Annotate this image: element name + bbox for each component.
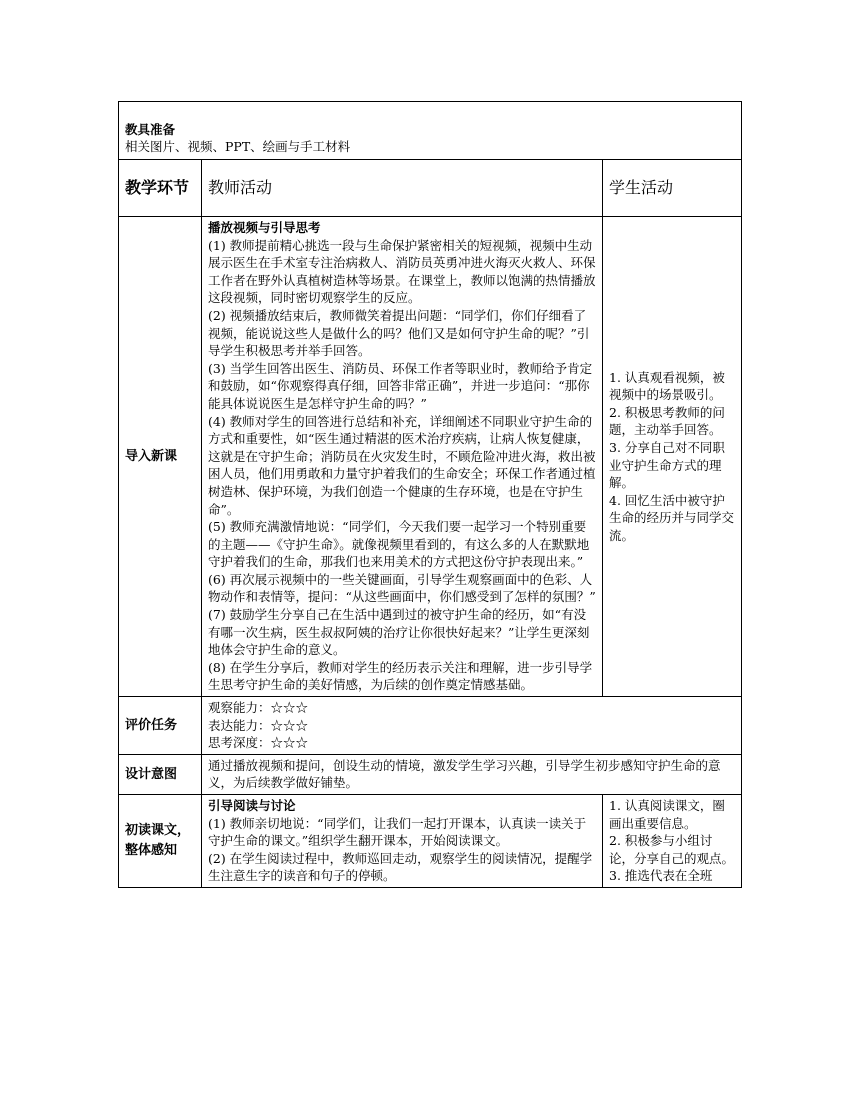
reading-paragraph: (1) 教师亲切地说：“同学们，让我们一起打开课本，认真读一读关于守护生命的课文。”组织学生翻开课本，开始阅读课文。 <box>208 815 587 849</box>
reading-student-item: 2. 积极参与小组讨论，分享自己的观点。 <box>609 833 735 866</box>
header-stage: 教学环节 <box>119 160 202 217</box>
header-teacher: 教师活动 <box>202 160 603 217</box>
design-content: 通过播放视频和提问，创设生动的情境，激发学生学习兴趣，引导学生初步感知守护生命的意义，为后续教学做好铺垫。 <box>202 754 742 794</box>
reading-student-cell <box>603 795 742 888</box>
design-row <box>119 754 742 794</box>
evaluation-stage: 评价任务 <box>119 697 202 755</box>
reading-student-item: 3. 推选代表在全班 <box>609 868 713 884</box>
reading-row <box>119 795 742 888</box>
intro-student-cell <box>603 217 742 697</box>
preparation-row <box>119 102 742 160</box>
intro-student-item: 3. 分享自己对不同职业守护生命方式的理解。 <box>609 439 725 491</box>
reading-teacher-cell <box>202 795 603 888</box>
design-stage: 设计意图 <box>119 754 202 794</box>
preparation-title: 教具准备 <box>125 121 176 137</box>
intro-paragraph: (8) 在学生分享后，教师对学生的经历表示关注和理解，进一步引导学生思考守护生命的美好情感，为后续的创作奠定情感基础。 <box>208 659 593 693</box>
intro-title: 播放视频与引导思考 <box>208 220 321 235</box>
intro-paragraph: (3) 当学生回答出医生、消防员、环保工作者等职业时，教师给予肯定和鼓励，如“你观察得真仔细，回答非常正确”，并进一步追问：“那你能具体说说医生是怎样守护生命的吗？” <box>208 360 593 411</box>
evaluation-row <box>119 697 742 755</box>
intro-teacher-cell <box>202 217 603 697</box>
intro-stage: 导入新课 <box>119 217 202 697</box>
evaluation-item: 思考深度：☆☆☆ <box>208 735 309 751</box>
header-row <box>119 160 742 217</box>
intro-paragraph: (5) 教师充满激情地说：“同学们，今天我们要一起学习一个特别重要的主题——《守护生命》。就像视频里看到的，有这么多的人在默默地守护着我们的生命，那我们也来用美术的方式把这份守护表现出来。” <box>208 519 590 570</box>
evaluation-item: 表达能力：☆☆☆ <box>208 717 309 733</box>
intro-paragraph: (6) 再次展示视频中的一些关键画面，引导学生观察画面中的色彩、人物动作和表情等，提问：“从这些画面中，你们感受到了怎样的氛围？” <box>208 571 596 605</box>
intro-student-item: 1. 认真观看视频，被视频中的场景吸引。 <box>609 369 725 403</box>
intro-student-item: 2. 积极思考教师的问题，主动举手回答。 <box>609 404 725 438</box>
intro-paragraph: (4) 教师对学生的回答进行总结和补充，详细阐述不同职业守护生命的方式和重要性，如“医生通过精湛的医术治疗疾病，让病人恢复健康，这就是在守护生命；消防员在火灾发生时，不顾危险冲进火海，救出被困人员，他们用勇敢和力量守护着我们的生命安全；环保工作者通过植树造林、保护环境，为我们创造一个健康的生存环境，也是在守护生命”。 <box>208 413 596 517</box>
preparation-content: 相关图片、视频、PPT、绘画与手工材料 <box>125 139 351 155</box>
lesson-plan-table <box>118 101 742 888</box>
preparation-cell <box>119 102 742 160</box>
evaluation-item: 观察能力：☆☆☆ <box>208 700 309 716</box>
intro-paragraph: (7) 鼓励学生分享自己在生活中遇到过的被守护生命的经历，如“有没有哪一次生病，医生叔叔阿姨的治疗让你很快好起来？”让学生更深刻地体会守护生命的意义。 <box>208 607 590 658</box>
intro-row <box>119 217 742 697</box>
lesson-plan-page <box>118 101 741 888</box>
intro-paragraph: (2) 视频播放结束后，教师微笑着提出问题：“同学们，你们仔细看了视频，能说说这些人是做什么的吗？他们又是如何守护生命的呢？”引导学生积极思考并举手回答。 <box>208 307 590 359</box>
header-student: 学生活动 <box>603 160 742 217</box>
reading-stage: 初读课文，整体感知 <box>119 795 202 888</box>
evaluation-cell <box>202 697 742 755</box>
intro-paragraph: (1) 教师提前精心挑选一段与生命保护紧密相关的短视频，视频中生动展示医生在手术室专注治病救人、消防员英勇冲进火海灭火救人、环保工作者在野外认真植树造林等场景。在课堂上，教师以饱满的热情播放这段视频，同时密切观察学生的反应。 <box>208 237 596 306</box>
reading-title: 引导阅读与讨论 <box>208 798 296 813</box>
intro-student-item: 4. 回忆生活中被守护生命的经历并与同学交流。 <box>609 492 735 543</box>
reading-paragraph: (2) 在学生阅读过程中，教师巡回走动，观察学生的阅读情况，提醒学生注意生字的读音和句子的停顿。 <box>208 850 593 884</box>
reading-student-item: 1. 认真阅读课文，圈画出重要信息。 <box>609 798 725 831</box>
